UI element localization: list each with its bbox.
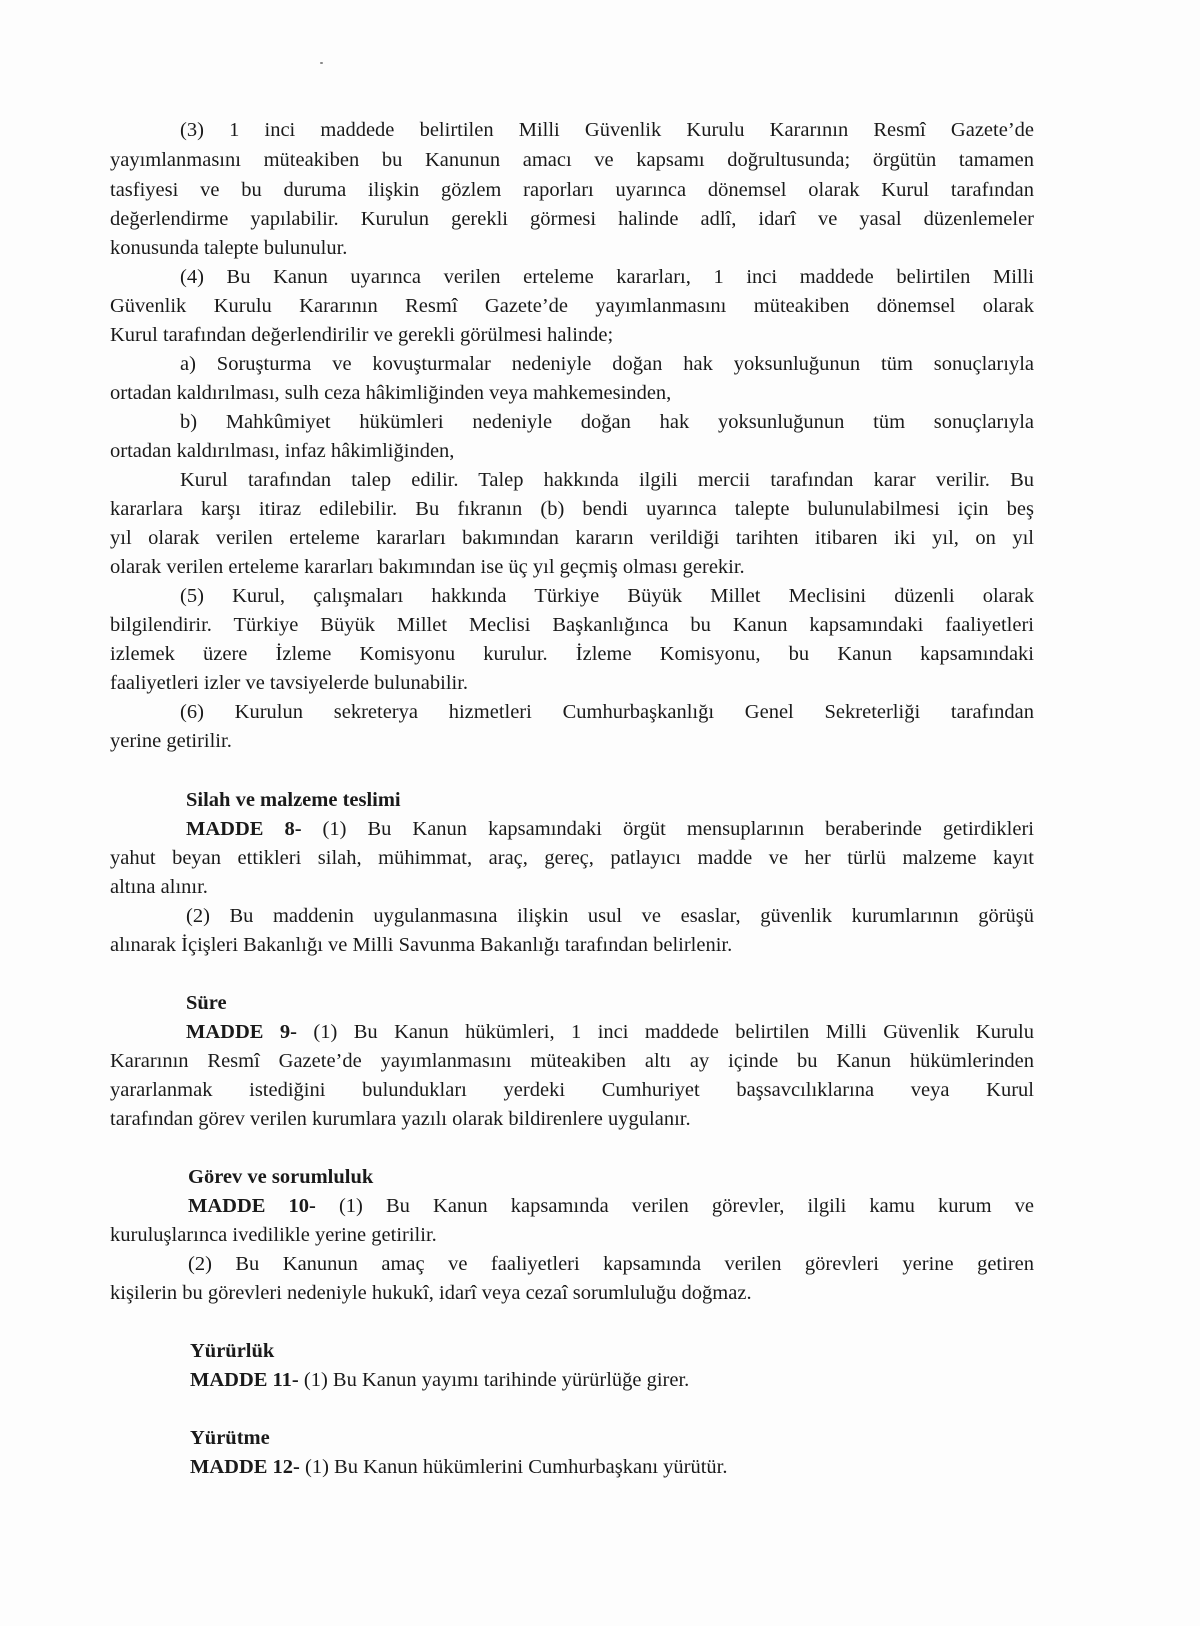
scan-speck — [320, 62, 323, 64]
paragraph-line: (2) Bu Kanunun amaç ve faaliyetleri kapsamında verilen görevleri yerine getiren — [188, 1253, 1034, 1275]
paragraph-line: altına alınır. — [110, 876, 208, 898]
paragraph-line: yerine getirilir. — [110, 730, 232, 752]
paragraph-line: değerlendirme yapılabilir. Kurulun gerekli görmesi halinde adlî, idarî ve yasal düzenlemeler — [110, 208, 1034, 230]
section-heading: Silah ve malzeme teslimi — [186, 789, 401, 811]
paragraph-line: tarafından görev verilen kurumlara yazılı olarak bildirenlere uygulanır. — [110, 1108, 691, 1130]
madde-text: (1) Bu Kanun yayımı tarihinde yürürlüğe girer. — [298, 1369, 690, 1391]
paragraph-line: (6) Kurulun sekreterya hizmetleri Cumhurbaşkanlığı Genel Sekreterliği tarafından — [180, 701, 1034, 723]
section-heading: Yürütme — [190, 1427, 270, 1449]
madde-label: MADDE 12- — [190, 1456, 300, 1478]
madde-text: (1) Bu Kanun kapsamındaki örgüt mensuplarının beraberinde getirdikleri — [301, 818, 1034, 840]
paragraph-line: olarak verilen erteleme kararları bakımından ise üç yıl geçmiş olması gerekir. — [110, 556, 745, 578]
paragraph-line: kişilerin bu görevleri nedeniyle hukukî, idarî veya cezaî sorumluluğu doğmaz. — [110, 1282, 752, 1304]
madde-line — [190, 1367, 689, 1393]
madde-line — [188, 1193, 1034, 1219]
paragraph-line: ortadan kaldırılması, sulh ceza hâkimliğinden veya mahkemesinden, — [110, 382, 672, 404]
madde-label: MADDE 10- — [188, 1195, 316, 1217]
section-heading: Görev ve sorumluluk — [188, 1166, 374, 1188]
madde-label: MADDE 8- — [186, 818, 302, 840]
paragraph-line: faaliyetleri izler ve tavsiyelerde bulunabilir. — [110, 672, 469, 694]
paragraph-line: Güvenlik Kurulu Kararının Resmî Gazete’de yayımlanmasını müteakiben dönemsel olarak — [110, 295, 1034, 317]
paragraph-line: kararlara karşı itiraz edilebilir. Bu fıkranın (b) bendi uyarınca talepte bulunulabilmesi için beş — [110, 498, 1034, 520]
paragraph-line: yıl olarak verilen erteleme kararları bakımından kararın verildiği tarihten itibaren iki yıl, on yıl — [110, 527, 1034, 549]
paragraph-line: (3) 1 inci maddede belirtilen Milli Güvenlik Kurulu Kararının Resmî Gazete’de — [180, 119, 1034, 141]
madde-line — [186, 1019, 1034, 1045]
paragraph-line: Kurul tarafından talep edilir. Talep hakkında ilgili mercii tarafından karar verilir. Bu — [180, 469, 1034, 491]
madde-label: MADDE 9- — [186, 1021, 297, 1043]
madde-line — [190, 1454, 728, 1480]
madde-text: (1) Bu Kanun kapsamında verilen görevler, ilgili kamu kurum ve — [315, 1195, 1034, 1217]
madde-line — [186, 816, 1034, 842]
paragraph-line: yahut beyan ettikleri silah, mühimmat, araç, gereç, patlayıcı madde ve her türlü malzeme kayıt — [110, 847, 1034, 869]
paragraph-line: b) Mahkûmiyet hükümleri nedeniyle doğan hak yoksunluğunun tüm sonuçlarıyla — [180, 411, 1034, 433]
paragraph-line: (4) Bu Kanun uyarınca verilen erteleme kararları, 1 inci maddede belirtilen Milli — [180, 266, 1034, 288]
paragraph-line: a) Soruşturma ve kovuşturmalar nedeniyle doğan hak yoksunluğunun tüm sonuçlarıyla — [180, 353, 1034, 375]
paragraph-line: alınarak İçişleri Bakanlığı ve Milli Savunma Bakanlığı tarafından belirlenir. — [110, 934, 733, 956]
paragraph-line: konusunda talepte bulunulur. — [110, 237, 348, 259]
paragraph-line: Kararının Resmî Gazete’de yayımlanmasını müteakiben altı ay içinde bu Kanun hükümlerinden — [110, 1050, 1034, 1072]
paragraph-line: yararlanmak istediğini bulundukları yerdeki Cumhuriyet başsavcılıklarına veya Kurul — [110, 1079, 1034, 1101]
paragraph-line: (2) Bu maddenin uygulanmasına ilişkin usul ve esaslar, güvenlik kurumlarının görüşü — [186, 905, 1034, 927]
paragraph-line: ortadan kaldırılması, infaz hâkimliğinden, — [110, 440, 455, 462]
madde-text: (1) Bu Kanun hükümleri, 1 inci maddede belirtilen Milli Güvenlik Kurulu — [296, 1021, 1034, 1043]
section-heading: Süre — [186, 992, 227, 1014]
section-heading: Yürürlük — [190, 1340, 275, 1362]
paragraph-line: (5) Kurul, çalışmaları hakkında Türkiye Büyük Millet Meclisini düzenli olarak — [180, 585, 1034, 607]
paragraph-line: izlemek üzere İzleme Komisyonu kurulur. İzleme Komisyonu, bu Kanun kapsamındaki — [110, 643, 1034, 665]
paragraph-line: bilgilendirir. Türkiye Büyük Millet Meclisi Başkanlığınca bu Kanun kapsamındaki faaliyetleri — [110, 614, 1034, 636]
paragraph-line: yayımlanmasını müteakiben bu Kanunun amacı ve kapsamı doğrultusunda; örgütün tamamen — [110, 149, 1034, 171]
paragraph-line: tasfiyesi ve bu duruma ilişkin gözlem raporları uyarınca dönemsel olarak Kurul tarafından — [110, 179, 1034, 201]
madde-text: (1) Bu Kanun hükümlerini Cumhurbaşkanı yürütür. — [299, 1456, 728, 1478]
madde-label: MADDE 11- — [190, 1369, 299, 1391]
paragraph-line: kuruluşlarınca ivedilikle yerine getirilir. — [110, 1224, 437, 1246]
paragraph-line: Kurul tarafından değerlendirilir ve gerekli görülmesi halinde; — [110, 324, 614, 346]
